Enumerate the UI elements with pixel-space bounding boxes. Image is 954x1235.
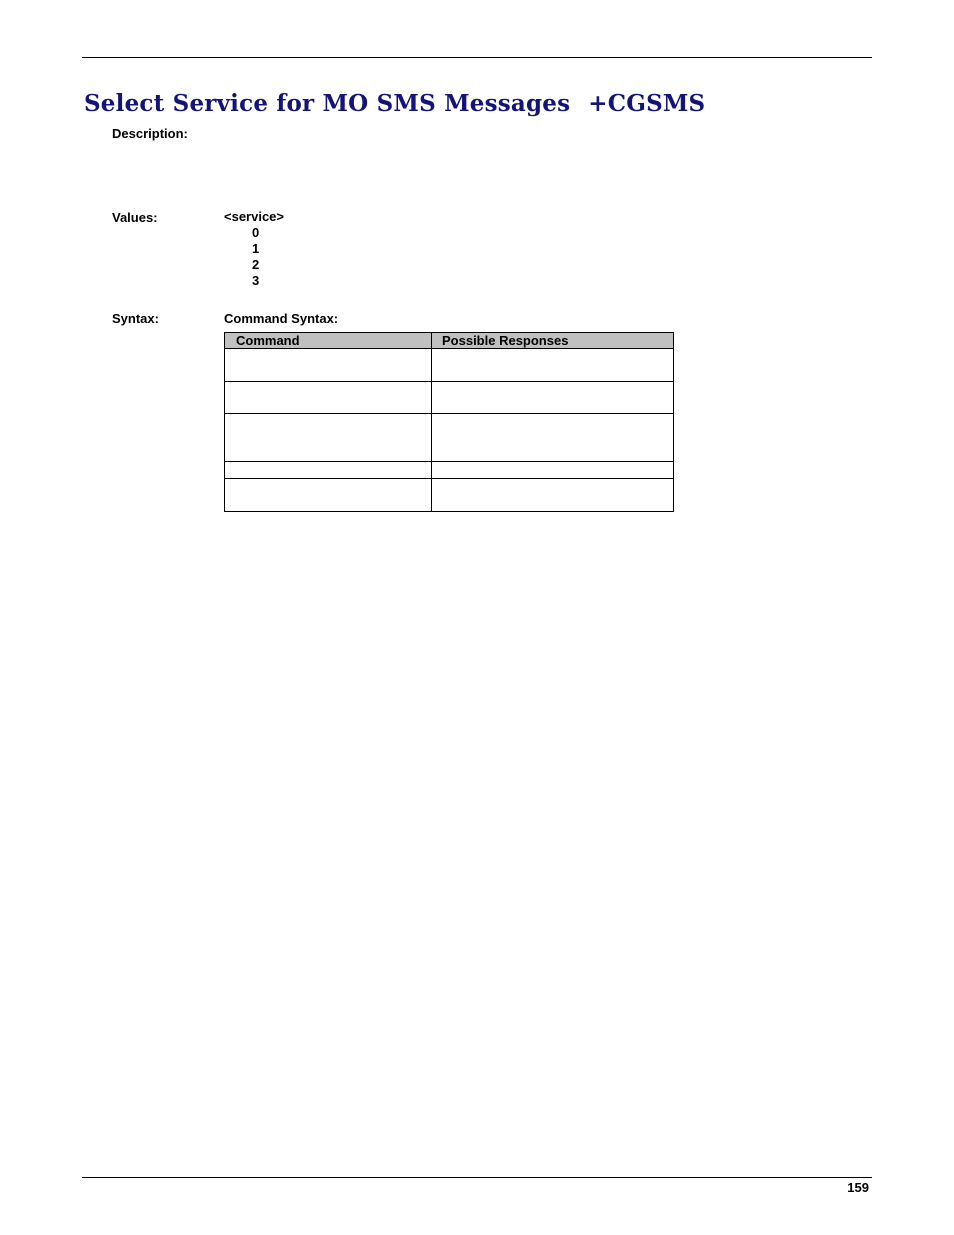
value-item: 0 [252,225,260,240]
table-row [225,462,674,479]
command-syntax-heading: Command Syntax: [224,311,339,326]
table-row [225,382,674,414]
page-number: 159 [847,1180,869,1195]
footer-rule [82,1177,872,1178]
table-row [225,414,674,462]
values-param: <service> [224,209,285,224]
table-cell-response [432,382,674,414]
column-header-command: Command [225,333,432,349]
command-syntax-table [224,332,674,512]
value-item: 2 [252,257,260,272]
page-title [84,90,705,117]
value-item: 3 [252,273,260,288]
header-rule [82,57,872,58]
table-cell-command [225,382,432,414]
column-header-responses: Possible Responses [432,333,674,349]
table-cell-response [432,479,674,512]
table-cell-response [432,414,674,462]
values-label: Values: [112,210,158,225]
page-title-command: +CGSMS [588,90,706,117]
table-cell-command [225,349,432,382]
table-row [225,479,674,512]
page-title-text: Select Service for MO SMS Messages [84,90,571,117]
table-row [225,349,674,382]
table-header-row [225,333,674,349]
value-item: 1 [252,241,260,256]
syntax-label: Syntax: [112,311,159,326]
description-label: Description: [112,126,188,141]
table-cell-command [225,479,432,512]
table-cell-response [432,462,674,479]
table-cell-response [432,349,674,382]
table-cell-command [225,414,432,462]
table-cell-command [225,462,432,479]
